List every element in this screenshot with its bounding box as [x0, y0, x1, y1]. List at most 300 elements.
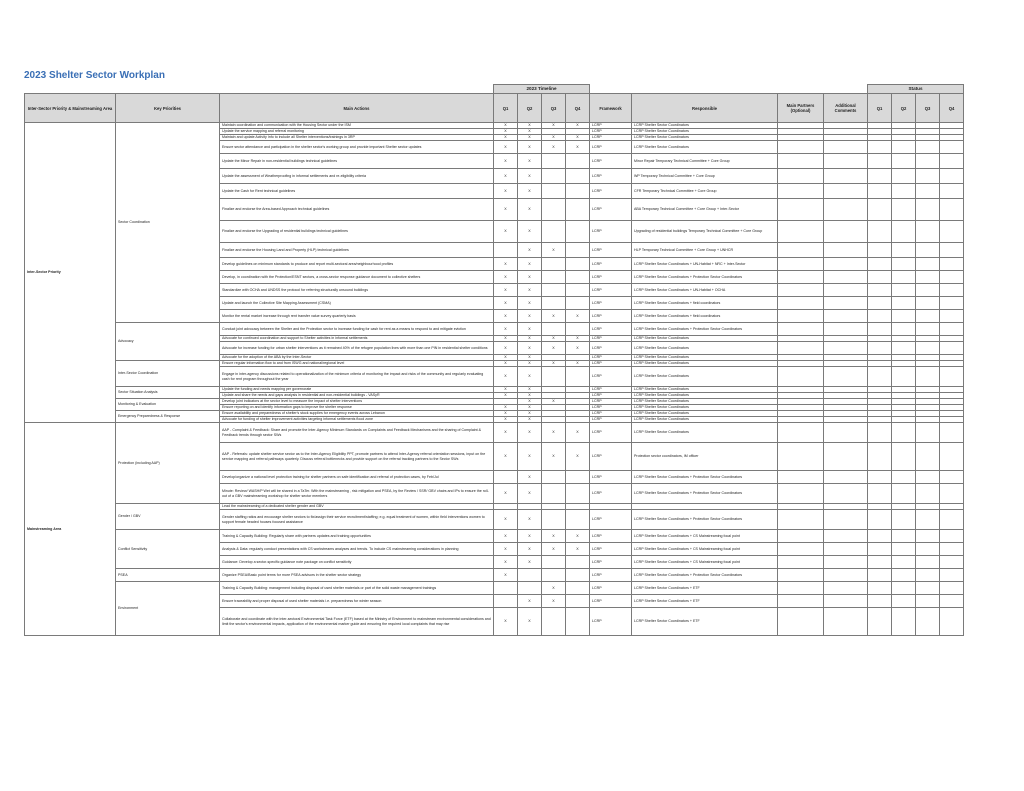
main-action-cell: AAP - Complaint & Feedback: Share and promote the Inter-Agency Minimum Standards on Complaints and Feedback Mechanisms and the sharing of Complaint & Feedback trends through sector SWs	[220, 423, 494, 443]
framework-cell: LCRP	[590, 510, 632, 530]
status-q4-cell	[940, 423, 964, 443]
main-action-cell: Advocate for funding of shelter improvement activities targeting informal settlements flood zone	[220, 417, 494, 423]
status-q4-cell	[940, 243, 964, 258]
key-priority-cell: Monitoring & Evaluation	[116, 399, 220, 411]
framework-cell: LCRP	[590, 417, 632, 423]
timeline-q2-cell: X	[518, 154, 542, 169]
status-q2-cell	[892, 608, 916, 636]
status-q1-cell	[868, 297, 892, 310]
status-q3-cell	[916, 243, 940, 258]
main-action-cell: Update the Minor Repair in non-residential buildings technical guidelines	[220, 154, 494, 169]
comments-cell	[824, 323, 868, 336]
timeline-q3-cell	[542, 154, 566, 169]
status-q3-cell	[916, 443, 940, 471]
comments-cell	[824, 471, 868, 484]
status-q4-cell	[940, 443, 964, 471]
framework-cell: LCRP	[590, 310, 632, 323]
status-q2-cell	[892, 367, 916, 387]
comments-cell	[824, 423, 868, 443]
status-q3-cell	[916, 141, 940, 154]
timeline-q2-cell: X	[518, 129, 542, 135]
timeline-q3-cell	[542, 258, 566, 271]
responsible-cell: LCRP Shelter Sector Coordinators	[632, 393, 778, 399]
priority-area-cell: Inter-Sector Priority	[25, 123, 116, 423]
timeline-q4-cell	[566, 258, 590, 271]
timeline-q2-cell: X	[518, 556, 542, 569]
framework-cell: LCRP	[590, 595, 632, 608]
status-q3-cell	[916, 342, 940, 355]
key-priority-cell: Inter-Sector Coordination	[116, 361, 220, 387]
responsible-cell: LCRP Shelter Sector Coordinators + ETF	[632, 595, 778, 608]
framework-cell: LCRP	[590, 355, 632, 361]
timeline-group-header: 2023 Timeline	[494, 85, 590, 94]
status-q3-cell	[916, 556, 940, 569]
responsible-cell: HLP Temporary Technical Committee + Core Group + UNHCR	[632, 243, 778, 258]
framework-cell: LCRP	[590, 484, 632, 504]
timeline-q2-cell: X	[518, 323, 542, 336]
partners-cell	[778, 443, 824, 471]
status-q3-cell	[916, 569, 940, 582]
priority-area-cell: Mainstreaming Area	[25, 423, 116, 636]
status-q2-cell	[892, 141, 916, 154]
timeline-q2-cell	[518, 582, 542, 595]
main-action-cell: Guidance: Develop a sector-specific guidance note package on conflict sensitivity	[220, 556, 494, 569]
framework-cell: LCRP	[590, 271, 632, 284]
comments-cell	[824, 243, 868, 258]
main-action-cell: Monitor the rental market increase through rent transfer value survey quarterly basis	[220, 310, 494, 323]
responsible-cell: LCRP Shelter Sector Coordinators + UN-Habitat + OCHA	[632, 284, 778, 297]
timeline-q2-cell: X	[518, 141, 542, 154]
timeline-q3-cell: X	[542, 361, 566, 367]
status-q1-cell	[868, 510, 892, 530]
partners-cell	[778, 169, 824, 184]
timeline-q3-cell	[542, 556, 566, 569]
status-q3-cell	[916, 271, 940, 284]
partners-cell	[778, 543, 824, 556]
main-action-cell: Collaborate and coordinate with the inter-sectoral Environmental Task Force (ETF) based at the Ministry of Environment to mainstream environmental considerations and limit the sector's environmental impacts, application of the environmental marker guide and ensuring the required local complaints that may rise	[220, 608, 494, 636]
header-q3: Q3	[542, 94, 566, 123]
timeline-q1-cell: X	[494, 129, 518, 135]
status-q4-cell	[940, 310, 964, 323]
timeline-q2-cell: X	[518, 405, 542, 411]
comments-cell	[824, 543, 868, 556]
status-q2-cell	[892, 342, 916, 355]
timeline-q2-cell: X	[518, 411, 542, 417]
responsible-cell: LCRP Shelter Sector Coordinators + ETF	[632, 582, 778, 595]
timeline-q1-cell: X	[494, 543, 518, 556]
timeline-q3-cell: X	[542, 595, 566, 608]
comments-cell	[824, 199, 868, 221]
status-q1-cell	[868, 169, 892, 184]
timeline-q2-cell: X	[518, 243, 542, 258]
framework-cell: LCRP	[590, 135, 632, 141]
comments-cell	[824, 582, 868, 595]
timeline-q3-cell: X	[542, 135, 566, 141]
timeline-q3-cell: X	[542, 141, 566, 154]
responsible-cell: LCRP Shelter Sector Coordinators	[632, 123, 778, 129]
table-row	[25, 582, 964, 595]
status-q1-cell	[868, 342, 892, 355]
timeline-q1-cell: X	[494, 608, 518, 636]
main-action-cell: Update the service mapping and referral monitoring	[220, 129, 494, 135]
status-q4-cell	[940, 543, 964, 556]
responsible-cell: WP Temporary Technical Committee + Core Group	[632, 169, 778, 184]
timeline-q2-cell: X	[518, 417, 542, 423]
timeline-q1-cell: X	[494, 323, 518, 336]
timeline-q4-cell	[566, 184, 590, 199]
status-q2-cell	[892, 556, 916, 569]
key-priority-cell: Gender / GBV	[116, 504, 220, 530]
main-action-cell: Update and launch the Collective Site Mapping Assessment (CSMA)	[220, 297, 494, 310]
status-q3-cell	[916, 582, 940, 595]
table-row	[25, 569, 964, 582]
partners-cell	[778, 258, 824, 271]
comments-cell	[824, 154, 868, 169]
timeline-q1-cell: X	[494, 199, 518, 221]
status-q4-cell	[940, 367, 964, 387]
status-q4-cell	[940, 484, 964, 504]
status-q1-cell	[868, 367, 892, 387]
timeline-q2-cell: X	[518, 471, 542, 484]
main-action-cell: Finalize and endorse the Upgrading of residential buildings technical guidelines	[220, 221, 494, 243]
status-group-header: Status	[868, 85, 964, 94]
key-priority-cell: PSEA	[116, 569, 220, 582]
status-q1-cell	[868, 582, 892, 595]
status-q4-cell	[940, 199, 964, 221]
timeline-q3-cell	[542, 169, 566, 184]
framework-cell: LCRP	[590, 556, 632, 569]
status-q3-cell	[916, 530, 940, 543]
responsible-cell: LCRP Shelter Sector Coordinators + CS Mainstreaming focal point	[632, 543, 778, 556]
workplan-table	[24, 84, 964, 636]
status-q4-cell	[940, 297, 964, 310]
timeline-q3-cell: X	[542, 423, 566, 443]
framework-cell: LCRP	[590, 393, 632, 399]
timeline-q4-cell	[566, 510, 590, 530]
framework-cell: LCRP	[590, 443, 632, 471]
header-status-q2: Q2	[892, 94, 916, 123]
framework-cell: LCRP	[590, 184, 632, 199]
status-q4-cell	[940, 184, 964, 199]
partners-cell	[778, 423, 824, 443]
key-priority-cell: Emergency Preparedness & Response	[116, 411, 220, 423]
status-q3-cell	[916, 184, 940, 199]
partners-cell	[778, 569, 824, 582]
responsible-cell: LCRP Shelter Sector Coordinators	[632, 129, 778, 135]
main-action-cell: Update the assessment of Weatherproofing in informal settlements and re-eligibility criteria	[220, 169, 494, 184]
status-q3-cell	[916, 423, 940, 443]
main-action-cell: Standardize with OCHA and UNDSS the protocol for referring structurally unsound buildings	[220, 284, 494, 297]
status-q4-cell	[940, 556, 964, 569]
status-q2-cell	[892, 284, 916, 297]
timeline-q1-cell	[494, 471, 518, 484]
timeline-q3-cell: X	[542, 543, 566, 556]
partners-cell	[778, 297, 824, 310]
responsible-cell: LCRP Shelter Sector Coordinators	[632, 135, 778, 141]
status-q3-cell	[916, 608, 940, 636]
main-action-cell: Analysis & Data: regularly conduct presentations with CS workstreams analyses and trends. To include CS mainstreaming considerations in planning	[220, 543, 494, 556]
main-action-cell: Finalize and endorse the Housing Land and Property (HLP) technical guidelines	[220, 243, 494, 258]
timeline-q4-cell	[566, 169, 590, 184]
status-q1-cell	[868, 530, 892, 543]
partners-cell	[778, 367, 824, 387]
status-q3-cell	[916, 471, 940, 484]
main-action-cell: Ensure sector attendance and participation in the shelter sector's working group and provide important Shelter sector updates	[220, 141, 494, 154]
comments-cell	[824, 510, 868, 530]
status-q2-cell	[892, 221, 916, 243]
responsible-cell: LCRP Shelter Sector Coordinators + UN-Habitat + NRC + Inter-Sector	[632, 258, 778, 271]
timeline-q2-cell: X	[518, 423, 542, 443]
status-q1-cell	[868, 471, 892, 484]
workplan-body	[25, 123, 964, 636]
timeline-q4-cell	[566, 556, 590, 569]
timeline-q3-cell	[542, 510, 566, 530]
timeline-q2-cell: X	[518, 135, 542, 141]
timeline-q2-cell: X	[518, 310, 542, 323]
framework-cell: LCRP	[590, 123, 632, 129]
status-q1-cell	[868, 221, 892, 243]
timeline-q4-cell	[566, 608, 590, 636]
status-q1-cell	[868, 556, 892, 569]
timeline-q1-cell: X	[494, 336, 518, 342]
status-q4-cell	[940, 471, 964, 484]
timeline-q3-cell	[542, 471, 566, 484]
responsible-cell: LCRP Shelter Sector Coordinators	[632, 417, 778, 423]
timeline-q3-cell: X	[542, 582, 566, 595]
responsible-cell: LCRP Shelter Sector Coordinators	[632, 336, 778, 342]
status-q4-cell	[940, 169, 964, 184]
responsible-cell: LCRP Shelter Sector Coordinators + Protection Sector Coordinators	[632, 271, 778, 284]
responsible-cell: LCRP Shelter Sector Coordinators	[632, 141, 778, 154]
timeline-q4-cell	[566, 367, 590, 387]
comments-cell	[824, 184, 868, 199]
responsible-cell: LCRP Shelter Sector Coordinators + ETF	[632, 608, 778, 636]
timeline-q3-cell	[542, 569, 566, 582]
framework-cell: LCRP	[590, 169, 632, 184]
timeline-q1-cell: X	[494, 169, 518, 184]
key-priority-cell: Advocacy	[116, 323, 220, 361]
status-q2-cell	[892, 443, 916, 471]
status-q3-cell	[916, 543, 940, 556]
timeline-q4-cell	[566, 582, 590, 595]
timeline-q2-cell: X	[518, 199, 542, 221]
status-q1-cell	[868, 284, 892, 297]
main-action-cell: Finalize and endorse the Area-based Approach technical guidelines	[220, 199, 494, 221]
status-q4-cell	[940, 582, 964, 595]
timeline-q4-cell: X	[566, 141, 590, 154]
status-q2-cell	[892, 297, 916, 310]
framework-cell: LCRP	[590, 129, 632, 135]
timeline-q3-cell	[542, 271, 566, 284]
timeline-q4-cell	[566, 284, 590, 297]
partners-cell	[778, 595, 824, 608]
main-action-cell: Ensure reporting on and identify information gaps to improve the shelter response	[220, 405, 494, 411]
status-q3-cell	[916, 221, 940, 243]
timeline-q2-cell: X	[518, 221, 542, 243]
timeline-q2-cell: X	[518, 510, 542, 530]
framework-cell: LCRP	[590, 399, 632, 405]
responsible-cell: LCRP Shelter Sector Coordinators + field coordinators	[632, 297, 778, 310]
timeline-q3-cell: X	[542, 336, 566, 342]
timeline-q3-cell	[542, 323, 566, 336]
timeline-q1-cell: X	[494, 135, 518, 141]
timeline-q1-cell: X	[494, 417, 518, 423]
framework-cell: LCRP	[590, 284, 632, 297]
responsible-cell: LCRP Shelter Sector Coordinators	[632, 355, 778, 361]
timeline-q1-cell: X	[494, 258, 518, 271]
partners-cell	[778, 243, 824, 258]
main-action-cell: Engage in inter-agency discussions related to operationalization of the minimum criteria of monitoring the impact and risks of the community and regularly evaluating cash for rent program throughout the year	[220, 367, 494, 387]
timeline-q1-cell: X	[494, 569, 518, 582]
framework-cell: LCRP	[590, 543, 632, 556]
status-q2-cell	[892, 243, 916, 258]
header-responsible: Responsible	[632, 94, 778, 123]
responsible-cell: Protection sector coordinators, IM officer	[632, 443, 778, 471]
status-q3-cell	[916, 484, 940, 504]
timeline-q4-cell	[566, 323, 590, 336]
main-action-cell: Conduct joint advocacy between the Shelter and the Protection sector to increase funding for cash for rent as a means to respond to and mitigate eviction	[220, 323, 494, 336]
timeline-q1-cell: X	[494, 556, 518, 569]
status-q4-cell	[940, 271, 964, 284]
responsible-cell: LCRP Shelter Sector Coordinators + Protection Sector Coordinators	[632, 323, 778, 336]
comments-cell	[824, 169, 868, 184]
header-status-q3: Q3	[916, 94, 940, 123]
timeline-q4-cell: X	[566, 342, 590, 355]
status-q2-cell	[892, 323, 916, 336]
partners-cell	[778, 323, 824, 336]
timeline-q1-cell: X	[494, 443, 518, 471]
status-q4-cell	[940, 608, 964, 636]
status-q3-cell	[916, 510, 940, 530]
main-action-cell: Advocate for the adoption of the ABA by the Inter-Sector	[220, 355, 494, 361]
timeline-q1-cell: X	[494, 387, 518, 393]
status-q1-cell	[868, 443, 892, 471]
status-q2-cell	[892, 169, 916, 184]
responsible-cell: Upgrading of residential buildings Temporary Technical Committee + Core Group	[632, 221, 778, 243]
timeline-q2-cell: X	[518, 393, 542, 399]
timeline-q3-cell: X	[542, 243, 566, 258]
comments-cell	[824, 310, 868, 323]
timeline-q1-cell: X	[494, 310, 518, 323]
status-q2-cell	[892, 471, 916, 484]
timeline-q1-cell: X	[494, 405, 518, 411]
timeline-q3-cell	[542, 367, 566, 387]
timeline-q2-cell: X	[518, 123, 542, 129]
framework-cell: LCRP	[590, 411, 632, 417]
status-q4-cell	[940, 510, 964, 530]
status-q1-cell	[868, 154, 892, 169]
partners-cell	[778, 471, 824, 484]
timeline-q1-cell: X	[494, 284, 518, 297]
main-action-cell: Ensure regular information flow to and from ISWG and national/regional level	[220, 361, 494, 367]
comments-cell	[824, 484, 868, 504]
header-main-actions: Main Actions	[220, 94, 494, 123]
status-q3-cell	[916, 284, 940, 297]
timeline-q1-cell: X	[494, 484, 518, 504]
status-q1-cell	[868, 310, 892, 323]
timeline-q2-cell: X	[518, 399, 542, 405]
comments-cell	[824, 141, 868, 154]
status-q1-cell	[868, 199, 892, 221]
timeline-q4-cell	[566, 595, 590, 608]
framework-cell: LCRP	[590, 569, 632, 582]
main-action-cell: Training & Capacity Building: management including disposal of used shelter materials or part of the solid waste management trainings	[220, 582, 494, 595]
timeline-q1-cell: X	[494, 297, 518, 310]
timeline-q3-cell	[542, 608, 566, 636]
header-framework: Framework	[590, 94, 632, 123]
header-q2: Q2	[518, 94, 542, 123]
timeline-q1-cell: X	[494, 271, 518, 284]
responsible-cell: LCRP Shelter Sector Coordinators + CS Mainstreaming focal point	[632, 556, 778, 569]
main-action-cell: Develop, in coordination with the Protection/ESNT sectors, a cross-sector response guidance document to collective shelters	[220, 271, 494, 284]
status-q3-cell	[916, 199, 940, 221]
framework-cell: LCRP	[590, 141, 632, 154]
comments-cell	[824, 367, 868, 387]
status-q4-cell	[940, 569, 964, 582]
partners-cell	[778, 510, 824, 530]
status-q4-cell	[940, 141, 964, 154]
status-q1-cell	[868, 271, 892, 284]
partners-cell	[778, 484, 824, 504]
status-q1-cell	[868, 184, 892, 199]
responsible-cell: LCRP Shelter Sector Coordinators	[632, 361, 778, 367]
status-q1-cell	[868, 258, 892, 271]
timeline-q1-cell: X	[494, 423, 518, 443]
comments-cell	[824, 595, 868, 608]
main-action-cell: Develop guidelines on minimum standards to produce and report multi-sectoral area/neighbourhood profiles	[220, 258, 494, 271]
timeline-q1-cell	[494, 582, 518, 595]
framework-cell: LCRP	[590, 582, 632, 595]
status-q1-cell	[868, 608, 892, 636]
partners-cell	[778, 608, 824, 636]
status-q1-cell	[868, 243, 892, 258]
partners-cell	[778, 556, 824, 569]
header-q1: Q1	[494, 94, 518, 123]
responsible-cell: ABA Temporary Technical Committee + Core Group + Inter-Sector	[632, 199, 778, 221]
comments-cell	[824, 443, 868, 471]
timeline-q4-cell: X	[566, 336, 590, 342]
responsible-cell: LCRP Shelter Sector Coordinators	[632, 411, 778, 417]
timeline-q2-cell: X	[518, 342, 542, 355]
comments-cell	[824, 297, 868, 310]
key-priority-cell: Protection (including AAP)	[116, 423, 220, 504]
timeline-q4-cell: X	[566, 310, 590, 323]
timeline-q1-cell: X	[494, 393, 518, 399]
timeline-q2-cell: X	[518, 367, 542, 387]
timeline-q2-cell	[518, 569, 542, 582]
responsible-cell: LCRP Shelter Sector Coordinators	[632, 342, 778, 355]
table-row	[25, 423, 964, 443]
timeline-q4-cell	[566, 243, 590, 258]
partners-cell	[778, 141, 824, 154]
timeline-q3-cell	[542, 284, 566, 297]
key-priority-cell: Environment	[116, 582, 220, 636]
timeline-q2-cell: X	[518, 595, 542, 608]
timeline-q4-cell	[566, 297, 590, 310]
partners-cell	[778, 582, 824, 595]
framework-cell: LCRP	[590, 367, 632, 387]
framework-cell: LCRP	[590, 471, 632, 484]
partners-cell	[778, 221, 824, 243]
timeline-q2-cell: X	[518, 336, 542, 342]
header-q4: Q4	[566, 94, 590, 123]
timeline-q4-cell	[566, 221, 590, 243]
header-comments: Additional Comments	[824, 94, 868, 123]
timeline-q1-cell: X	[494, 342, 518, 355]
timeline-q1-cell	[494, 243, 518, 258]
timeline-q4-cell	[566, 271, 590, 284]
main-action-cell: AAP - Referrals: update shelter service sector as to the Inter-Agency Eligibility PPT, promote partners to attend Inter-Agency referral orientation sessions, input on the service mapping and referral pathways quarterly. Discuss referral bottlenecks and provide support on the referral tracking partners to the Sector SWs	[220, 443, 494, 471]
